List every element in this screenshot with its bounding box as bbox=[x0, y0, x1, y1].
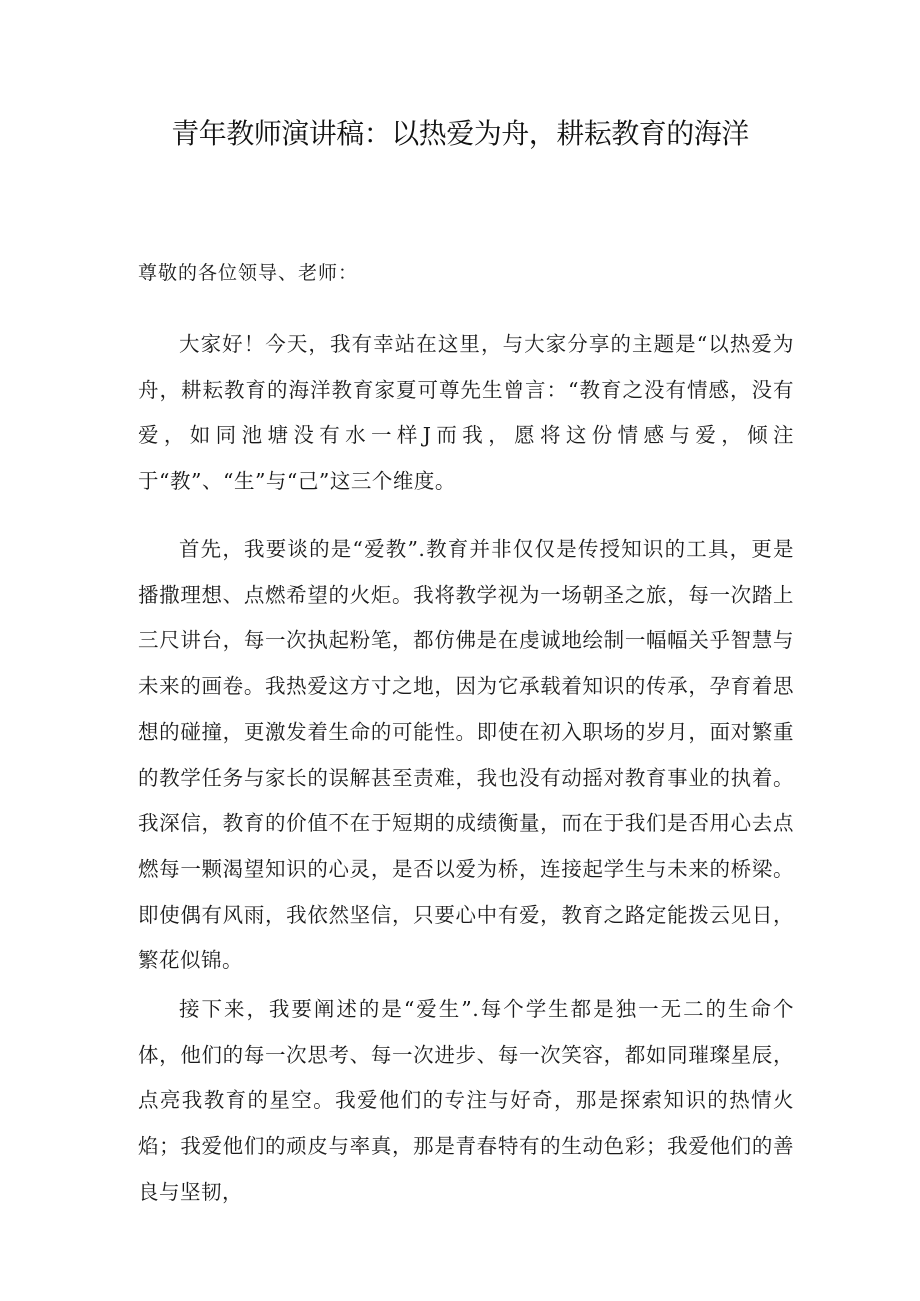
salutation: 尊敬的各位领导、老师： bbox=[138, 262, 359, 284]
paragraph-greeting: 大家好！今天，我有幸站在这里，与大家分享的主题是“以热爱为舟，耕耘教育的海洋教育家夏可尊先生曾言：“教育之没有情感，没有爱，如同池塘没有水一样J而我，愿将这份情感与爱，倾注于“教”、“生”与“己”这三个维度。 bbox=[138, 332, 794, 494]
document-title: 青年教师演讲稿：以热爱为舟，耕耘教育的海洋 bbox=[171, 117, 749, 150]
paragraph-love-students: 接下来，我要阐述的是“爱生”.每个学生都是独一无二的生命个体，他们的每一次思考、每一次进步、每一次笑容，都如同璀璨星辰，点亮我教育的星空。我爱他们的专注与好奇，那是探索知识的热情火焰；我爱他们的顽皮与率真，那是青春特有的生动色彩；我爱他们的善良与坚韧， bbox=[138, 997, 794, 1204]
paragraph-love-teaching: 首先，我要谈的是“爱教”.教育并非仅仅是传授知识的工具，更是播撒理想、点燃希望的火炬。我将教学视为一场朝圣之旅，每一次踏上三尺讲台，每一次执起粉笔，都仿佛是在虔诚地绘制一幅幅关乎智慧与未来的画卷。我热爱这方寸之地，因为它承载着知识的传承，孕育着思想的碰撞，更激发着生命的可能性。即使在初入职场的岁月，面对繁重的教学任务与家长的误解甚至责难，我也没有动摇对教育事业的执着。我深信，教育的价值不在于短期的成绩衡量，而在于我们是否用心去点燃每一颗渴望知识的心灵，是否以爱为桥，连接起学生与未来的桥梁。即使偶有风雨，我依然坚信，只要心中有爱，教育之路定能拨云见日，繁花似锦。 bbox=[138, 537, 794, 973]
